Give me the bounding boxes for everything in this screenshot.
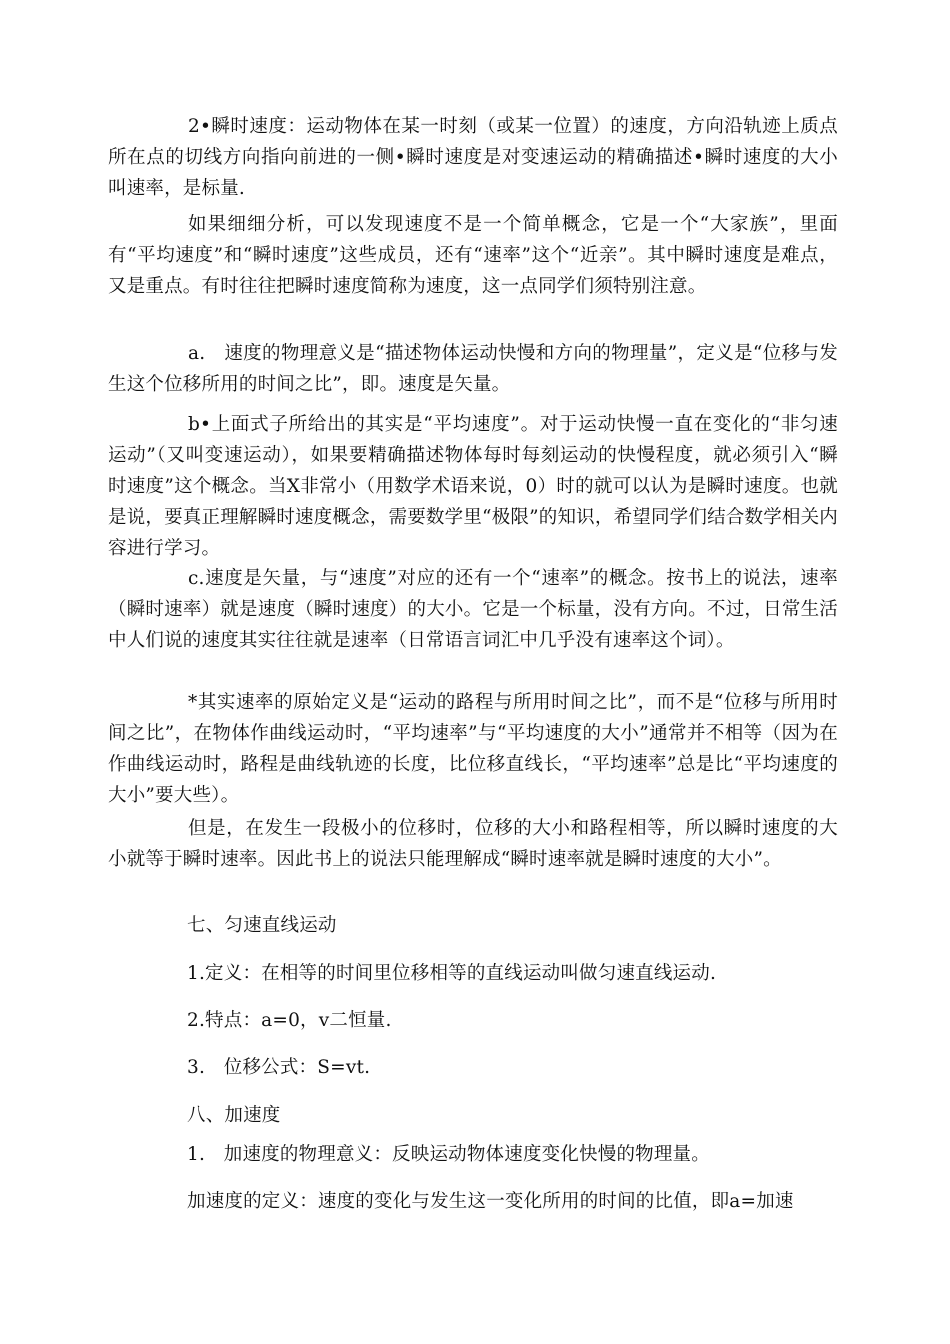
paragraph-speed-definition-note: *其实速率的原始定义是“运动的路程与所用时间之比”，而不是“位移与所用时间之比”，在物体作曲线运动时，“平均速率”与“平均速度的大小”通常并不相等（因为在作曲线运动时，路程是曲线轨迹的长度，比位移直线长，“平均速率”总是比“平均速度的大小”要大些）。 xyxy=(108,692,838,806)
line-acceleration-definition: 加速度的定义：速度的变化与发生这一变化所用的时间的比值，即a=加速 xyxy=(187,1191,794,1212)
line-displacement-formula: 3. 位移公式：S=vt. xyxy=(187,1057,371,1078)
paragraph-point-c: c.速度是矢量，与“速度”对应的还有一个“速率”的概念。按书上的说法，速率（瞬时速率）就是速度（瞬时速度）的大小。它是一个标量，没有方向。不过，日常生活中人们说的速度其实往往就是速率（日常语言词汇中几乎没有速率这个词）。 xyxy=(108,568,838,651)
section-heading-uniform-motion: 七、匀速直线运动 xyxy=(187,915,337,936)
line-uniform-motion-feature: 2.特点：a=0，v二恒量. xyxy=(187,1010,392,1031)
line-acceleration-meaning: 1. 加速度的物理意义：反映运动物体速度变化快慢的物理量。 xyxy=(187,1144,710,1165)
paragraph-point-a: a. 速度的物理意义是“描述物体运动快慢和方向的物理量”，定义是“位移与发生这个位移所用的时间之比”，即。速度是矢量。 xyxy=(108,343,838,395)
paragraph-velocity-family: 如果细细分析，可以发现速度不是一个简单概念，它是一个“大家族”，里面有“平均速度”和“瞬时速度”这些成员，还有“速率”这个“近亲”。其中瞬时速度是难点，又是重点。有时往往把瞬时速度简称为速度，这一点同学们须特别注意。 xyxy=(108,214,838,297)
paragraph-instantaneous-velocity: 2•瞬时速度：运动物体在某一时刻（或某一位置）的速度，方向沿轨迹上质点所在点的切线方向指向前进的一侧•瞬时速度是对变速运动的精确描述•瞬时速度的大小叫速率，是标量. xyxy=(108,116,838,199)
paragraph-point-b: b•上面式子所给出的其实是“平均速度”。对于运动快慢一直在变化的“非匀速运动”（又叫变速运动），如果要精确描述物体每时每刻运动的快慢程度，就必须引入“瞬时速度”这个概念。当X非常小（用数学术语来说，0）时的就可以认为是瞬时速度。也就是说，要真正理解瞬时速度概念，需要数学里“极限”的知识，希望同学们结合数学相关内容进行学习。 xyxy=(108,414,838,559)
line-uniform-motion-definition: 1.定义：在相等的时间里位移相等的直线运动叫做匀速直线运动. xyxy=(187,963,717,984)
paragraph-small-displacement: 但是，在发生一段极小的位移时，位移的大小和路程相等，所以瞬时速度的大小就等于瞬时速率。因此书上的说法只能理解成“瞬时速率就是瞬时速度的大小”。 xyxy=(108,818,838,870)
section-heading-acceleration: 八、加速度 xyxy=(187,1105,281,1126)
